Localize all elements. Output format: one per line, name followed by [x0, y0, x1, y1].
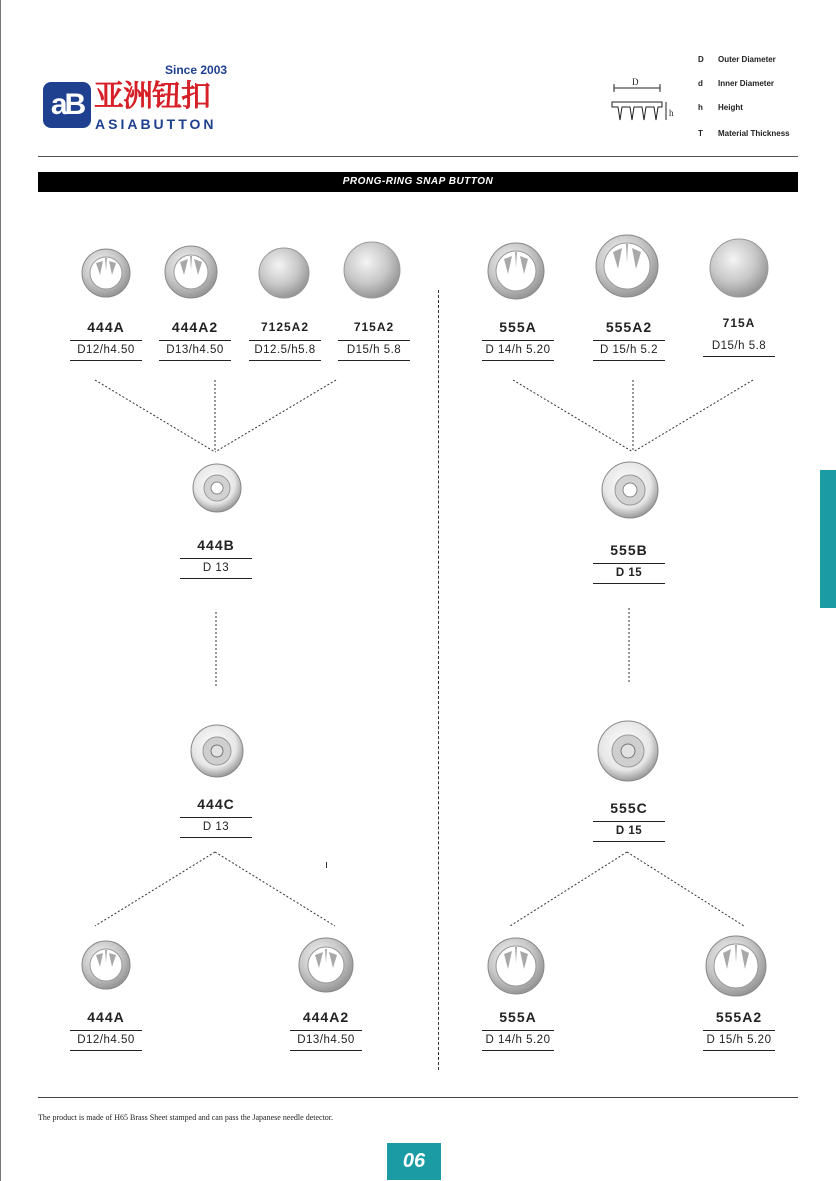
button-715A2-top	[344, 242, 400, 298]
button-444C	[191, 725, 243, 777]
button-555A-bottom	[488, 938, 544, 994]
footer-divider	[38, 1097, 798, 1098]
diagram-h-label: h	[669, 108, 674, 118]
label-444C: 444C D 13	[171, 795, 261, 838]
legend-height: h Height	[698, 103, 743, 112]
label-555A2-bottom: 555A2 D 15/h 5.20	[694, 1008, 784, 1051]
label-444A2-top: 444A2 D13/h4.50	[150, 318, 240, 361]
label-715A2-top: 715A2 D15/h 5.8	[329, 318, 419, 361]
button-444A2-bottom	[299, 938, 353, 992]
logo-since: Since 2003	[165, 63, 228, 77]
label-7125A2-top: 7125A2 D12.5/h5.8	[240, 318, 330, 361]
button-444A2-top	[165, 246, 217, 298]
logo-brand-cn: 亚洲钮扣	[94, 80, 210, 113]
label-555B: 555B D 15	[584, 541, 674, 584]
label-555C: 555C D 15	[584, 799, 674, 842]
button-555C	[598, 721, 658, 781]
logo-brand-en: ASIABUTTON	[95, 116, 217, 132]
footer-note: The product is made of H65 Brass Sheet stamped and can pass the Japanese needle detector.	[38, 1113, 334, 1122]
page-number: 06	[387, 1143, 441, 1180]
section-banner-title: PRONG-RING SNAP BUTTON	[342, 176, 494, 187]
label-444B: 444B D 13	[171, 536, 261, 579]
button-444A-bottom	[82, 941, 130, 989]
button-555A2-top	[596, 235, 658, 297]
legend-material-thickness: T Material Thickness	[698, 129, 790, 138]
side-tab	[820, 470, 836, 608]
button-7125A2-top	[259, 248, 309, 298]
logo-mark: aB	[43, 82, 91, 128]
label-555A2-top: 555A2 D 15/h 5.2	[584, 318, 674, 361]
button-444B	[193, 464, 241, 512]
button-555A2-bottom	[706, 936, 766, 996]
label-444A-bottom: 444A D12/h4.50	[61, 1008, 151, 1051]
label-555A-bottom: 555A D 14/h 5.20	[473, 1008, 563, 1051]
button-715A-top	[710, 239, 768, 297]
button-444A-top	[82, 249, 130, 297]
button-555B	[602, 462, 658, 518]
legend-outer-diameter: D Outer Diameter	[698, 55, 776, 64]
diagram-D-label: D	[632, 77, 639, 87]
legend-inner-diameter: d Inner Diameter	[698, 79, 775, 88]
label-715A-top: 715A D15/h 5.8	[694, 314, 784, 357]
label-444A-top: 444A D12/h4.50	[61, 318, 151, 361]
label-555A-top: 555A D 14/h 5.20	[473, 318, 563, 361]
label-444A2-bottom: 444A2 D13/h4.50	[281, 1008, 371, 1051]
button-555A-top	[488, 243, 544, 299]
